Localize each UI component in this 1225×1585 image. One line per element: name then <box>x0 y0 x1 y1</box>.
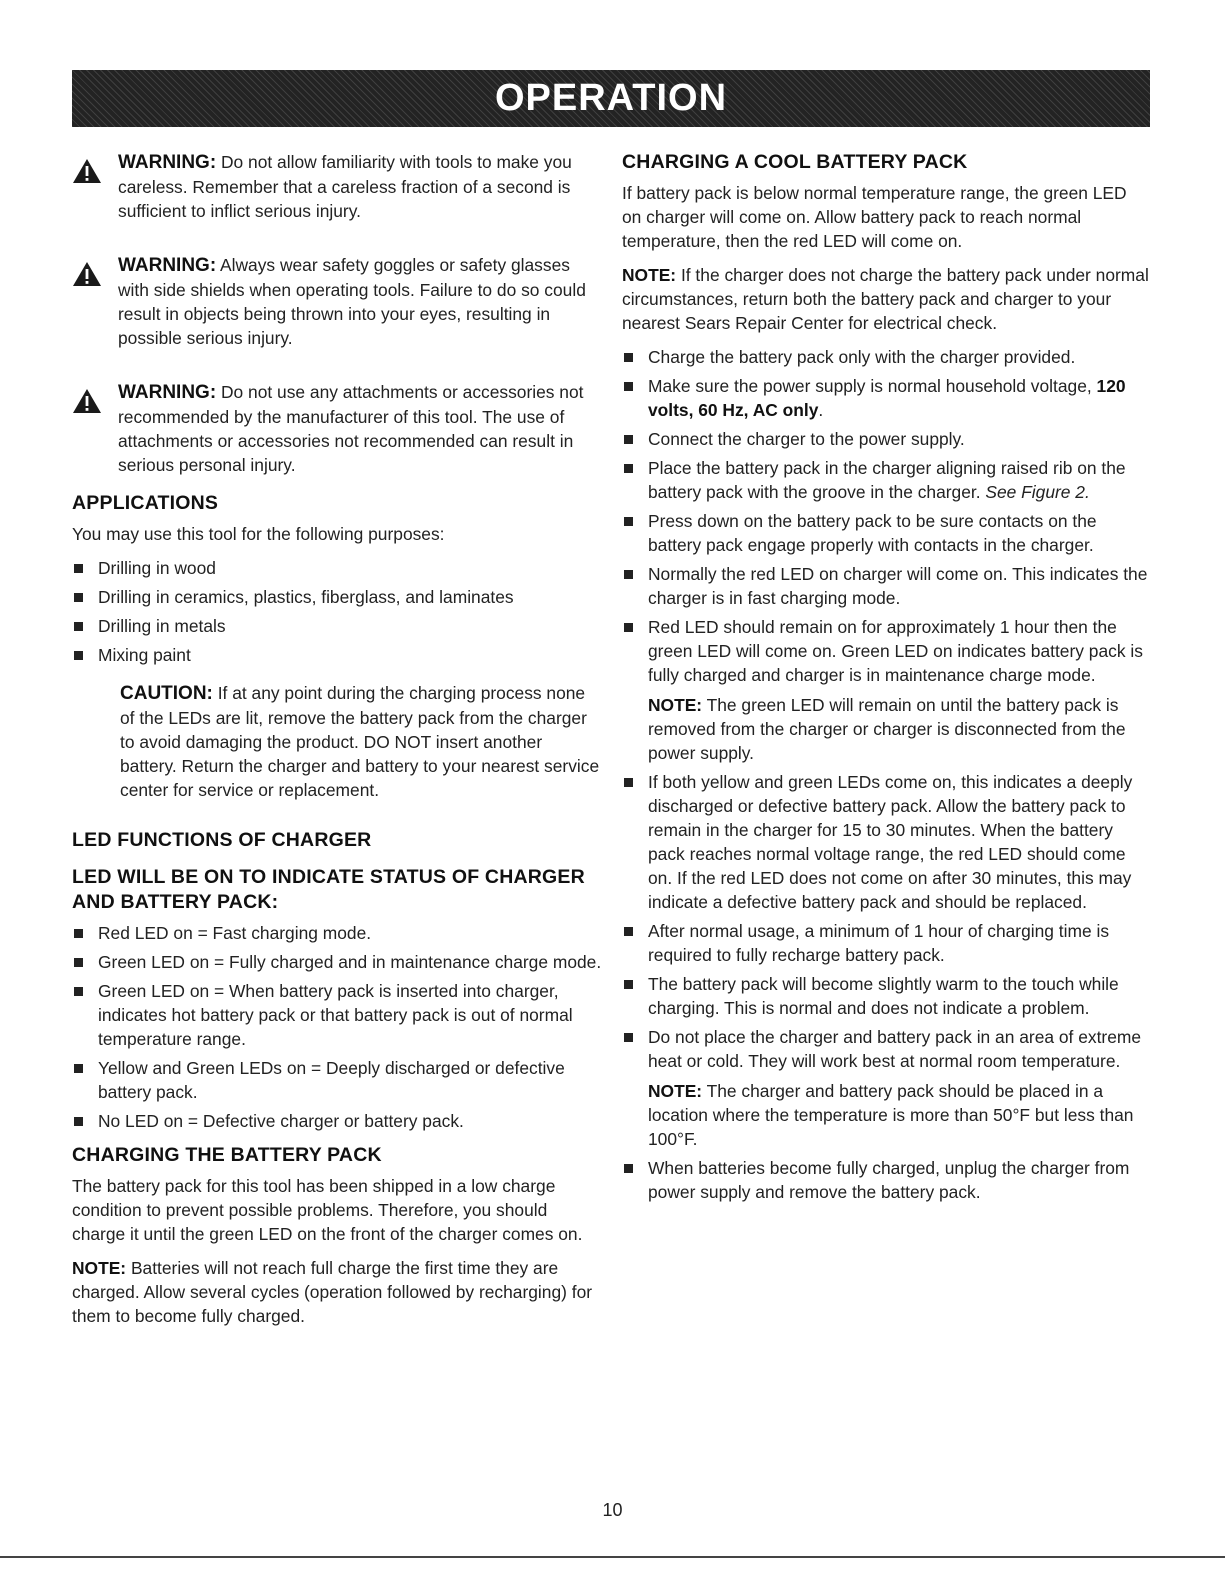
charging-note <box>72 1256 602 1328</box>
caution-text <box>120 681 602 802</box>
list-item <box>622 456 1150 504</box>
warning-body: Always wear safety goggles or safety glasses with side shields when operating tools. Failure to do so could result in objects being thrown into your eyes, resulting in possible serious injury. <box>118 255 586 348</box>
list-item: Normally the red LED on charger will come on. This indicates the charger is in fast charging mode. <box>622 562 1150 610</box>
charging-text: The battery pack for this tool has been shipped in a low charge condition to prevent possible problems. Therefore, you should charge it until the green LED on the front of the charger comes on. <box>72 1176 583 1244</box>
list-item: When batteries become fully charged, unplug the charger from power supply and remove the battery pack. <box>622 1156 1150 1204</box>
applications-list <box>72 556 602 667</box>
list-item <box>622 615 1150 765</box>
list-item: Mixing paint <box>72 643 602 667</box>
note-label: NOTE: <box>648 695 703 715</box>
note-body: If the charger does not charge the battery pack under normal circumstances, return both the battery pack and charger to your nearest Sears Repair Center for electrical check. <box>622 265 1149 333</box>
item-note <box>648 1079 1150 1151</box>
applications-intro: You may use this tool for the following purposes: <box>72 524 445 544</box>
list-item: Press down on the battery pack to be sure contacts on the battery pack engage properly with contacts in the charger. <box>622 509 1150 557</box>
warning-block <box>72 380 602 477</box>
voltage-spec: 120 volts, 60 Hz, AC only <box>648 376 1126 420</box>
led-status-subheading: LED WILL BE ON TO INDICATE STATUS OF CHARGER AND BATTERY PACK: <box>72 866 585 913</box>
list-item: No LED on = Defective charger or battery pack. <box>72 1109 602 1133</box>
charging-heading: CHARGING THE BATTERY PACK <box>72 1144 382 1166</box>
note-label: NOTE: <box>72 1258 127 1278</box>
note-label: NOTE: <box>648 1081 703 1101</box>
led-functions-heading: LED FUNCTIONS OF CHARGER <box>72 829 372 851</box>
caution-label: CAUTION: <box>120 683 213 704</box>
list-item: Green LED on = Fully charged and in maintenance charge mode. <box>72 950 602 974</box>
list-item <box>622 1025 1150 1151</box>
warning-triangle-icon <box>72 261 102 287</box>
item-text: Do not place the charger and battery pack in an area of extreme heat or cold. They will work best at normal room temperature. <box>648 1027 1142 1071</box>
warning-text <box>118 150 602 223</box>
cool-battery-intro: If battery pack is below normal temperature range, the green LED on charger will come on. Allow battery pack to reach normal temperature, then the red LED will come on. <box>622 183 1127 251</box>
item-note <box>648 693 1150 765</box>
warning-text <box>118 253 602 350</box>
warning-triangle-icon <box>72 388 102 414</box>
list-item: The battery pack will become slightly warm to the touch while charging. This is normal and does not indicate a problem. <box>622 972 1150 1020</box>
cool-battery-note <box>622 263 1150 335</box>
warning-label: WARNING: <box>118 382 217 403</box>
right-column <box>622 150 1150 1212</box>
led-functions-list <box>72 921 602 1133</box>
list-item: After normal usage, a minimum of 1 hour of charging time is required to fully recharge battery pack. <box>622 919 1150 967</box>
list-item: If both yellow and green LEDs come on, this indicates a deeply discharged or defective battery pack. Allow the battery pack to remain in the charger for 15 to 30 minutes. When the battery pack reaches normal voltage range, the red LED should come on. If the red LED does not come on after 30 minutes, this may indicate a defective battery pack and should be replaced. <box>622 770 1150 914</box>
warning-text <box>118 380 602 477</box>
left-column <box>72 150 602 1338</box>
item-text: Make sure the power supply is normal household voltage, <box>648 376 1097 396</box>
item-text: . <box>818 400 824 420</box>
charging-steps-list <box>622 345 1150 1204</box>
warning-body: Do not use any attachments or accessories not recommended by the manufacturer of this tool. The use of attachments or accessories not recommended can result in serious personal injury. <box>118 382 584 475</box>
list-item: Charge the battery pack only with the charger provided. <box>622 345 1150 369</box>
cool-battery-heading: CHARGING A COOL BATTERY PACK <box>622 151 968 173</box>
bottom-rule <box>0 1556 1225 1558</box>
caution-block <box>120 681 602 802</box>
note-body: Batteries will not reach full charge the first time they are charged. Allow several cycles (operation followed by recharging) for them to become fully charged. <box>72 1258 593 1326</box>
item-text: Red LED should remain on for approximately 1 hour then the green LED will come on. Green LED on indicates battery pack is fully charged and charger is in maintenance charge mode. <box>648 617 1143 685</box>
list-item: Yellow and Green LEDs on = Deeply discharged or defective battery pack. <box>72 1056 602 1104</box>
list-item <box>622 374 1150 422</box>
warning-block <box>72 150 602 223</box>
list-item: Connect the charger to the power supply. <box>622 427 1150 451</box>
page-number: 10 <box>602 1500 623 1520</box>
warning-triangle-icon <box>72 158 102 184</box>
section-banner <box>72 70 1150 127</box>
caution-body: If at any point during the charging process none of the LEDs are lit, remove the battery pack from the charger to avoid damaging the product. DO NOT insert another battery. Return the charger and battery to your nearest service center for service or replacement. <box>120 683 600 800</box>
warning-block <box>72 253 602 350</box>
applications-heading: APPLICATIONS <box>72 492 219 514</box>
note-label: NOTE: <box>622 265 677 285</box>
figure-reference: See Figure 2. <box>985 482 1090 502</box>
list-item: Drilling in wood <box>72 556 602 580</box>
list-item: Drilling in metals <box>72 614 602 638</box>
warning-label: WARNING: <box>118 152 217 173</box>
list-item: Green LED on = When battery pack is inserted into charger, indicates hot battery pack or that battery pack is out of normal temperature range. <box>72 979 602 1051</box>
item-text: Place the battery pack in the charger aligning raised rib on the battery pack with the groove in the charger. <box>648 458 1126 502</box>
note-body: The charger and battery pack should be placed in a location where the temperature is more than 50°F but less than 100°F. <box>648 1081 1134 1149</box>
warning-label: WARNING: <box>118 255 217 276</box>
list-item: Red LED on = Fast charging mode. <box>72 921 602 945</box>
note-body: The green LED will remain on until the battery pack is removed from the charger or charger is disconnected from the power supply. <box>648 695 1126 763</box>
list-item: Drilling in ceramics, plastics, fiberglass, and laminates <box>72 585 602 609</box>
section-title: OPERATION <box>494 77 728 119</box>
warning-body: Do not allow familiarity with tools to make you careless. Remember that a careless fraction of a second is sufficient to inflict serious injury. <box>118 152 572 221</box>
